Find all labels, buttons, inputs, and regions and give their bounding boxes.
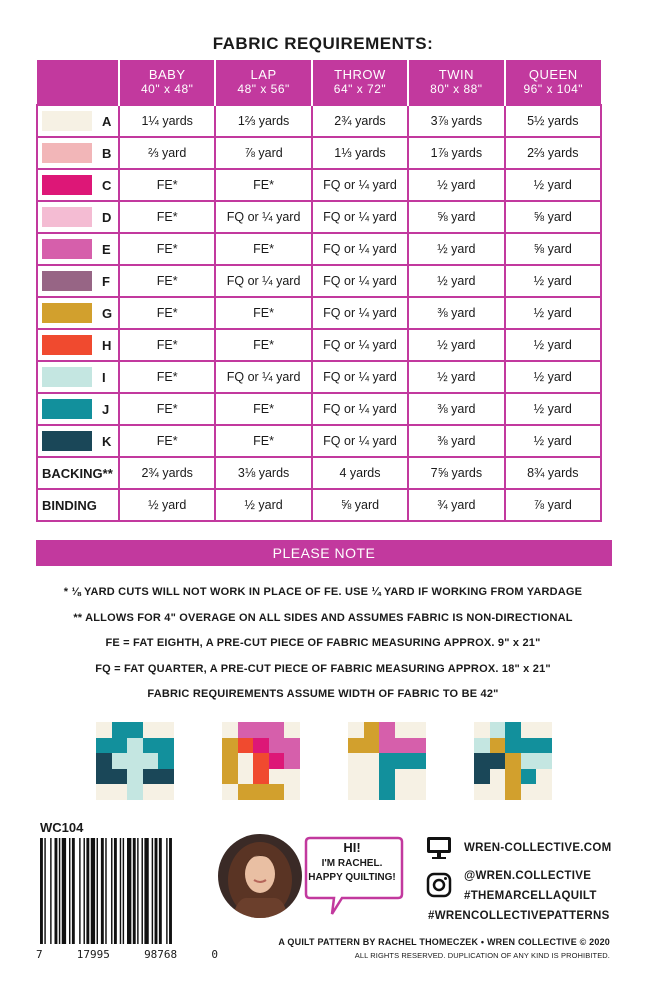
barcode-bar <box>69 838 70 944</box>
instagram-icon <box>426 872 452 903</box>
table-cell: FE* <box>119 297 215 329</box>
block-patch <box>238 784 254 800</box>
block-patch <box>284 722 300 738</box>
table-cell: 2⅔ yards <box>505 137 601 169</box>
block-patch <box>536 769 552 785</box>
table-cell: FE* <box>215 329 311 361</box>
block-patch <box>521 753 537 769</box>
table-cell: 1⅔ yards <box>215 105 311 137</box>
fabric-label-cell <box>37 425 119 457</box>
fabric-label: G <box>102 305 113 321</box>
table-cell: FQ or ¼ yard <box>215 265 311 297</box>
block-patch <box>490 722 506 738</box>
table-cell: FE* <box>119 393 215 425</box>
column-header: THROW 64" x 72" <box>312 60 408 105</box>
block-patch <box>536 722 552 738</box>
table-header-row <box>37 60 601 105</box>
table-cell: FE* <box>215 297 311 329</box>
note-line: FQ = FAT QUARTER, A PRE-CUT PIECE OF FABRIC MEASURING APPROX. 18" x 21" <box>95 662 551 675</box>
instagram-handle[interactable]: @WREN.COLLECTIVE <box>464 870 592 882</box>
block-patch <box>490 753 506 769</box>
block-patch <box>253 738 269 754</box>
block-patch <box>505 769 521 785</box>
fabric-label: K <box>102 433 112 449</box>
block-patch <box>521 784 537 800</box>
block-patch <box>395 769 411 785</box>
speech-bubble-text <box>304 840 400 885</box>
table-cell: FQ or ¼ yard <box>312 329 408 361</box>
table-cell: ½ yard <box>505 265 601 297</box>
table-cell: FQ or ¼ yard <box>312 201 408 233</box>
table-cell: 1⅞ yards <box>408 137 504 169</box>
block-patch <box>269 722 285 738</box>
barcode-bar <box>111 838 112 944</box>
block-patch <box>521 722 537 738</box>
block-patch <box>536 784 552 800</box>
table-cell: FQ or ¼ yard <box>312 361 408 393</box>
table-cell: FQ or ¼ yard <box>312 393 408 425</box>
fabric-label-cell <box>37 265 119 297</box>
block-patch <box>379 738 395 754</box>
block-patch <box>253 753 269 769</box>
table-cell: FE* <box>119 233 215 265</box>
fabric-swatch <box>42 111 92 131</box>
credit-line: A QUILT PATTERN BY RACHEL THOMECZEK • WREN COLLECTIVE © 2020 <box>278 937 610 947</box>
barcode-bar <box>79 838 80 944</box>
table-cell: FE* <box>215 393 311 425</box>
block-patch <box>222 753 238 769</box>
table-cell: FQ or ¼ yard <box>312 233 408 265</box>
fabric-label-cell <box>37 233 119 265</box>
barcode-bar <box>40 838 43 944</box>
barcode-bar <box>155 838 158 944</box>
barcode-bar <box>120 838 121 944</box>
table-cell: FQ or ¼ yard <box>215 201 311 233</box>
table-row <box>37 233 601 265</box>
column-header: QUEEN 96" x 104" <box>505 60 601 105</box>
fabric-swatch <box>42 239 92 259</box>
monitor-icon <box>426 836 452 865</box>
block-patch <box>158 784 174 800</box>
table-cell: ½ yard <box>408 361 504 393</box>
block-patch <box>379 769 395 785</box>
block-patch <box>253 722 269 738</box>
bubble-line: HAPPY QUILTING! <box>308 872 396 883</box>
block-patch <box>410 784 426 800</box>
block-patch <box>269 784 285 800</box>
table-cell: 2¾ yards <box>119 457 215 489</box>
barcode-bar <box>50 838 51 944</box>
block-patch <box>410 722 426 738</box>
block-patch <box>364 722 380 738</box>
table-cell: FE* <box>215 233 311 265</box>
block-patch <box>253 784 269 800</box>
barcode-bar <box>91 838 95 944</box>
fabric-label: D <box>102 209 112 225</box>
fabric-label: E <box>102 241 111 257</box>
table-cell: ½ yard <box>505 393 601 425</box>
block-patch <box>222 738 238 754</box>
quilt-block <box>222 722 300 800</box>
barcode-bar <box>72 838 75 944</box>
fabric-label: J <box>102 401 110 417</box>
block-patch <box>143 784 159 800</box>
block-patch <box>474 753 490 769</box>
block-patch <box>269 769 285 785</box>
table-cell: ⅝ yard <box>312 489 408 521</box>
block-patch <box>379 753 395 769</box>
block-patch <box>364 784 380 800</box>
table-cell: ⅞ yard <box>505 489 601 521</box>
fabric-label-cell <box>37 393 119 425</box>
table-cell: FE* <box>119 361 215 393</box>
fabric-label: A <box>102 113 112 129</box>
fabric-label: I <box>102 369 106 385</box>
table-cell: FE* <box>215 425 311 457</box>
table-cell: 4 yards <box>312 457 408 489</box>
block-patch <box>474 738 490 754</box>
table-row <box>37 393 601 425</box>
note-line: FABRIC REQUIREMENTS ASSUME WIDTH OF FABRIC TO BE 42" <box>147 688 499 700</box>
hashtag: #WRENCOLLECTIVEPATTERNS <box>428 910 610 922</box>
table-cell: 3⅞ yards <box>408 105 504 137</box>
barcode-bar <box>105 838 106 944</box>
block-patch <box>112 722 128 738</box>
table-cell: FE* <box>119 201 215 233</box>
block-patch <box>96 753 112 769</box>
barcode-bar <box>144 838 148 944</box>
notes-section <box>0 580 646 708</box>
table-cell: ⅔ yard <box>119 137 215 169</box>
block-patch <box>505 784 521 800</box>
block-patch <box>505 738 521 754</box>
barcode-bar <box>44 838 45 944</box>
fabric-label: BACKING** <box>42 465 113 481</box>
block-patch <box>127 769 143 785</box>
fabric-label-cell <box>37 329 119 361</box>
table-cell: 2¾ yards <box>312 105 408 137</box>
table-cell: FE* <box>119 329 215 361</box>
table-row <box>37 489 601 521</box>
block-patch <box>158 722 174 738</box>
barcode-bar <box>114 838 117 944</box>
table-cell: ⅝ yard <box>505 201 601 233</box>
table-row <box>37 169 601 201</box>
table-cell: FE* <box>119 425 215 457</box>
fabric-label-cell <box>37 201 119 233</box>
table-cell: ½ yard <box>408 233 504 265</box>
page-title: FABRIC REQUIREMENTS: <box>212 34 434 53</box>
column-header: LAP 48" x 56" <box>215 60 311 105</box>
fabric-swatch <box>42 175 92 195</box>
table-cell: ½ yard <box>408 169 504 201</box>
block-patch <box>284 753 300 769</box>
barcode-digit-group: 7 <box>36 948 43 961</box>
block-patch <box>158 769 174 785</box>
block-patch <box>253 769 269 785</box>
header-empty-cell <box>37 60 119 105</box>
fabric-label: F <box>102 273 110 289</box>
barcode-bar <box>62 838 66 944</box>
block-patch <box>238 769 254 785</box>
table-row <box>37 329 601 361</box>
table-row <box>37 201 601 233</box>
table-cell: FQ or ¼ yard <box>312 169 408 201</box>
table-row <box>37 265 601 297</box>
barcode-bar <box>169 838 172 944</box>
rights-line: ALL RIGHTS RESERVED. DUPLICATION OF ANY KIND IS PROHIBITED. <box>354 951 610 960</box>
table-cell: ½ yard <box>505 361 601 393</box>
table-cell: ⅞ yard <box>215 137 311 169</box>
block-patch <box>143 753 159 769</box>
block-patch <box>490 738 506 754</box>
table-cell: ⅜ yard <box>408 393 504 425</box>
block-patch <box>284 769 300 785</box>
block-patch <box>238 738 254 754</box>
block-patch <box>127 753 143 769</box>
block-patch <box>474 722 490 738</box>
table-row <box>37 457 601 489</box>
fabric-label: BINDING <box>42 497 97 513</box>
barcode-bar <box>97 838 98 944</box>
table-cell: ⅜ yard <box>408 297 504 329</box>
barcode-bar <box>137 838 138 944</box>
block-patch <box>379 722 395 738</box>
block-patch <box>143 722 159 738</box>
block-patch <box>112 769 128 785</box>
table-row <box>37 297 601 329</box>
block-patch <box>238 722 254 738</box>
table-cell: ½ yard <box>119 489 215 521</box>
block-patch <box>222 769 238 785</box>
table-cell: 8¾ yards <box>505 457 601 489</box>
note-line: ** ALLOWS FOR 4" OVERAGE ON ALL SIDES AND ASSUMES FABRIC IS NON-DIRECTIONAL <box>73 611 573 624</box>
barcode-bar <box>166 838 167 944</box>
author-photo <box>218 834 302 918</box>
block-patch <box>96 738 112 754</box>
table-row <box>37 105 601 137</box>
block-patch <box>536 738 552 754</box>
block-patch <box>505 753 521 769</box>
barcode-digit-group: 98768 <box>144 948 178 961</box>
block-patch <box>112 738 128 754</box>
table-row <box>37 361 601 393</box>
block-patch <box>505 722 521 738</box>
block-patch <box>127 722 143 738</box>
barcode-bar <box>127 838 131 944</box>
block-patch <box>364 753 380 769</box>
column-header: TWIN 80" x 88" <box>408 60 504 105</box>
table-cell: ½ yard <box>408 329 504 361</box>
block-patch <box>222 722 238 738</box>
block-patch <box>127 784 143 800</box>
fabric-label-cell <box>37 105 119 137</box>
block-patch <box>112 784 128 800</box>
table-cell: ½ yard <box>408 265 504 297</box>
barcode-bar <box>123 838 124 944</box>
bubble-greeting: HI! <box>343 840 361 855</box>
fabric-label-cell <box>37 361 119 393</box>
table-cell: ⅝ yard <box>408 201 504 233</box>
fabric-label-cell <box>37 457 119 489</box>
quilt-block <box>96 722 174 800</box>
table-cell: FE* <box>215 169 311 201</box>
bubble-line: I'M RACHEL. <box>321 858 383 869</box>
block-patch <box>348 769 364 785</box>
table-cell: ½ yard <box>505 329 601 361</box>
quilt-block <box>348 722 426 800</box>
block-patch <box>379 784 395 800</box>
barcode-bar <box>159 838 162 944</box>
block-patch <box>112 753 128 769</box>
barcode-bar <box>86 838 89 944</box>
block-patch <box>395 738 411 754</box>
barcode-digits <box>36 948 218 961</box>
table-cell: ½ yard <box>215 489 311 521</box>
barcode-bar <box>59 838 60 944</box>
note-line: FE = FAT EIGHTH, A PRE-CUT PIECE OF FABRIC MEASURING APPROX. 9" x 21" <box>105 637 541 649</box>
block-patch <box>96 784 112 800</box>
block-patch <box>364 769 380 785</box>
block-patch <box>348 784 364 800</box>
table-cell: FE* <box>119 265 215 297</box>
barcode-bar <box>152 838 153 944</box>
block-patch <box>158 738 174 754</box>
quilt-block <box>474 722 552 800</box>
barcode-digit-group: 0 <box>211 948 218 961</box>
fabric-swatch <box>42 207 92 227</box>
fabric-swatch <box>42 367 92 387</box>
barcode-bar <box>101 838 104 944</box>
table-cell: 1¼ yards <box>119 105 215 137</box>
block-patch <box>410 738 426 754</box>
block-patch <box>521 769 537 785</box>
table-cell: 5½ yards <box>505 105 601 137</box>
product-code: WC104 <box>40 820 84 835</box>
table-cell: ¾ yard <box>408 489 504 521</box>
block-patch <box>127 738 143 754</box>
fabric-label: B <box>102 145 112 161</box>
block-patch <box>143 738 159 754</box>
note-line: * ⅛ YARD CUTS WILL NOT WORK IN PLACE OF FE. USE ¼ YARD IF WORKING FROM YARDAGE <box>63 586 583 598</box>
fabric-swatch <box>42 431 92 451</box>
table-cell: 3⅛ yards <box>215 457 311 489</box>
table-cell: ½ yard <box>505 169 601 201</box>
fabric-swatch <box>42 335 92 355</box>
block-patch <box>269 753 285 769</box>
barcode-bar <box>55 838 58 944</box>
please-note-header: PLEASE NOTE <box>36 540 612 566</box>
fabric-label-cell <box>37 297 119 329</box>
fabric-swatch <box>42 271 92 291</box>
table-row <box>37 137 601 169</box>
table-cell: FQ or ¼ yard <box>312 425 408 457</box>
hashtag: #THEMARCELLAQUILT <box>464 890 597 902</box>
table-cell: ⅜ yard <box>408 425 504 457</box>
block-patch <box>348 722 364 738</box>
table-cell: FQ or ¼ yard <box>312 265 408 297</box>
block-patch <box>158 753 174 769</box>
table-cell: FQ or ¼ yard <box>312 297 408 329</box>
table-cell: ½ yard <box>505 425 601 457</box>
block-patch <box>395 753 411 769</box>
block-patch <box>395 784 411 800</box>
table-cell: FE* <box>119 169 215 201</box>
block-patch <box>238 753 254 769</box>
fabric-label-cell <box>37 169 119 201</box>
table-cell: 7⅝ yards <box>408 457 504 489</box>
barcode-digit-group: 17995 <box>76 948 110 961</box>
block-patch <box>96 722 112 738</box>
barcode <box>40 838 214 944</box>
fabric-requirements-table <box>36 60 602 522</box>
table-cell: ⅝ yard <box>505 233 601 265</box>
fabric-swatch <box>42 399 92 419</box>
fabric-label-cell <box>37 137 119 169</box>
block-patch <box>474 784 490 800</box>
fabric-label: H <box>102 337 112 353</box>
block-patch <box>364 738 380 754</box>
block-patch <box>269 738 285 754</box>
barcode-bar <box>133 838 136 944</box>
table-cell: 1⅓ yards <box>312 137 408 169</box>
block-patch <box>410 753 426 769</box>
table-cell: ½ yard <box>505 297 601 329</box>
block-patch <box>474 769 490 785</box>
block-patch <box>490 784 506 800</box>
block-patch <box>536 753 552 769</box>
block-patch <box>395 722 411 738</box>
column-header: BABY 40" x 48" <box>119 60 215 105</box>
website-link[interactable]: WREN-COLLECTIVE.COM <box>464 842 612 854</box>
fabric-swatch <box>42 303 92 323</box>
block-patch <box>96 769 112 785</box>
block-patch <box>348 753 364 769</box>
block-patch <box>521 738 537 754</box>
block-patch <box>284 738 300 754</box>
block-patch <box>348 738 364 754</box>
fabric-label: C <box>102 177 112 193</box>
fabric-swatch <box>42 143 92 163</box>
block-patch <box>410 769 426 785</box>
barcode-bar <box>84 838 85 944</box>
fabric-label-cell <box>37 489 119 521</box>
block-patch <box>143 769 159 785</box>
table-row <box>37 425 601 457</box>
table-cell: FQ or ¼ yard <box>215 361 311 393</box>
barcode-bar <box>142 838 143 944</box>
block-patch <box>222 784 238 800</box>
block-patch <box>284 784 300 800</box>
block-patch <box>490 769 506 785</box>
